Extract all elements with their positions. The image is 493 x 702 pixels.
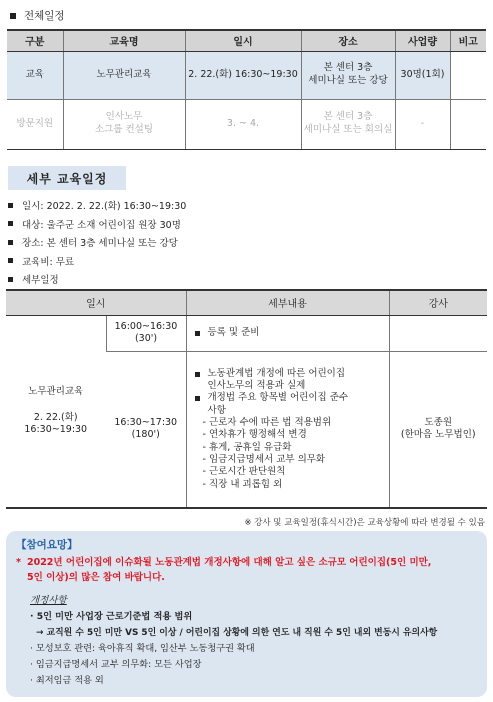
revision-item: · 모성보호 관련: 육아휴직 확대, 임산부 노동청구권 확대 (30, 643, 255, 655)
instructor-org: (한마음 노무법인) (400, 429, 476, 441)
header-place: 장소 (301, 30, 395, 51)
header-name: 교육명 (63, 30, 185, 51)
cell-amount: - (395, 99, 450, 149)
participation-box (6, 531, 487, 697)
instructor-name: 도종원 (424, 416, 453, 428)
square-bullet-icon (10, 13, 16, 19)
detail-section-heading: 세부 교육일정 (8, 166, 126, 190)
table-row (6, 315, 487, 351)
schedule-change-note: ※ 강사 및 교육일정(휴식시간)은 교육상황에 따라 변경될 수 있음 (244, 518, 485, 528)
square-bullet-icon (8, 221, 13, 226)
revision-subtitle: 개정사항 (30, 595, 67, 607)
participation-title: 【참여요망】 (16, 539, 78, 551)
overall-schedule-title (10, 8, 65, 23)
slot2-duration: (180') (131, 429, 160, 441)
dash-item: - 임금지급명세서 교부 의무화 (202, 453, 326, 465)
list-item (8, 196, 186, 215)
bullet-text: 장소: 본 센터 3층 세미나실 또는 강당 (22, 238, 178, 250)
slot1-content: 등록 및 준비 (207, 326, 260, 338)
slot1-content-cell (186, 315, 389, 351)
square-bullet-icon (195, 372, 200, 377)
bullet-text: 대상: 울주군 소재 어린이집 원장 30명 (22, 219, 181, 231)
session-time: 16:30~19:30 (24, 424, 88, 436)
slot2-time: 16:30~17:30 (114, 416, 178, 428)
session-cell (6, 315, 106, 508)
header-datetime: 일시 (185, 30, 301, 51)
asterisk-icon: * (16, 557, 21, 568)
revision-item: · 5인 미만 사업장 근로기준법 적용 범위 (30, 611, 193, 623)
list-item (8, 252, 186, 271)
table-row (7, 51, 486, 99)
header-instructor: 강사 (389, 290, 487, 315)
cell-name: 노무관리교육 (63, 51, 185, 99)
slot2-content-cell (186, 351, 389, 508)
table-header-row (7, 30, 486, 51)
table-header-row (6, 290, 487, 315)
content-line: 노동관계법 개정에 따른 어린이집 (207, 367, 346, 379)
message-line-1: 2022년 어린이집에 이슈화될 노동관계법 개정사항에 대해 알고 싶은 소규모 어린이집(5인 미만, (26, 557, 432, 568)
cell-amount: 30명(1회) (395, 51, 450, 99)
square-bullet-icon (195, 331, 200, 336)
square-bullet-icon (8, 277, 13, 282)
overall-title-text: 전체일정 (24, 10, 65, 22)
header-category: 구분 (7, 30, 63, 51)
square-bullet-icon (8, 240, 13, 245)
overall-schedule-table (7, 29, 486, 150)
cell-category: 방문지원 (7, 99, 63, 149)
square-bullet-icon (8, 258, 13, 263)
list-item (8, 233, 186, 252)
name-line-2: 소그룹 컨설팅 (94, 124, 154, 135)
cell-place (301, 99, 395, 149)
session-name: 노무관리교육 (28, 385, 84, 397)
detail-schedule-table (6, 289, 487, 509)
cell-datetime: 3. ~ 4. (185, 99, 301, 149)
cell-remark (450, 99, 486, 149)
dash-item: - 휴게, 공휴일 유급화 (202, 441, 292, 453)
slot1-time-cell (106, 315, 186, 351)
detail-bullet-list (8, 196, 186, 289)
slot1-time: 16:00~16:30 (114, 320, 178, 332)
slot2-instructor-cell (389, 351, 487, 508)
message-line-2: 5인 이상)의 많은 참여 바랍니다. (26, 571, 165, 583)
cell-datetime: 2. 22.(화) 16:30~19:30 (185, 51, 301, 99)
bullet-text: 세부일정 (22, 275, 59, 287)
content-line: 사항 (207, 404, 226, 416)
dash-item: - 직장 내 괴롭힘 외 (202, 478, 283, 490)
revision-item-detail: → 교직원 수 5인 미만 VS 5인 이상 / 어린이집 상황에 의한 연도 내 직원 수 5인 내외 변동시 유의사항 (36, 627, 438, 638)
revision-item: · 임금지급명세서 교부 의무화: 모든 사업장 (30, 659, 202, 671)
place-line-2: 세미나실 또는 강당 (308, 75, 388, 86)
list-item (8, 215, 186, 234)
header-content: 세부내용 (186, 290, 389, 315)
slot1-duration: (30') (134, 333, 158, 344)
cell-place (301, 51, 395, 99)
bullet-text: 교육비: 무료 (22, 256, 75, 268)
place-line-1: 본 센터 3층 (323, 111, 373, 123)
header-remark: 비고 (450, 30, 486, 51)
header-amount: 사업량 (395, 30, 450, 51)
square-bullet-icon (8, 203, 13, 208)
bullet-text: 일시: 2022. 2. 22.(화) 16:30~19:30 (22, 201, 187, 213)
list-item (8, 270, 186, 289)
slot1-instructor-cell (389, 315, 487, 351)
dash-item: - 근로자 수에 따른 법 적용범위 (202, 416, 332, 428)
slot2-time-cell (106, 351, 186, 508)
header-datetime: 일시 (6, 290, 186, 315)
square-bullet-icon (195, 396, 200, 401)
cell-remark (450, 51, 486, 99)
content-line: 개정법 주요 항목별 어린이집 준수 (207, 392, 349, 404)
name-line-1: 인사노무 (105, 111, 143, 123)
place-line-2: 세미나실 또는 회의실 (303, 124, 393, 135)
place-line-1: 본 센터 3층 (323, 62, 373, 74)
content-line: 인사노무의 적용과 실제 (207, 379, 306, 391)
dash-item: - 연차휴가 행정해석 변경 (202, 429, 307, 441)
cell-category: 교육 (7, 51, 63, 99)
cell-name (63, 99, 185, 149)
session-date: 2. 22.(화) (33, 412, 78, 424)
revision-item: · 최저임금 적용 외 (30, 675, 104, 687)
participation-message (16, 556, 477, 585)
table-row (7, 99, 486, 149)
dash-item: - 근로시간 판단원칙 (202, 466, 286, 478)
